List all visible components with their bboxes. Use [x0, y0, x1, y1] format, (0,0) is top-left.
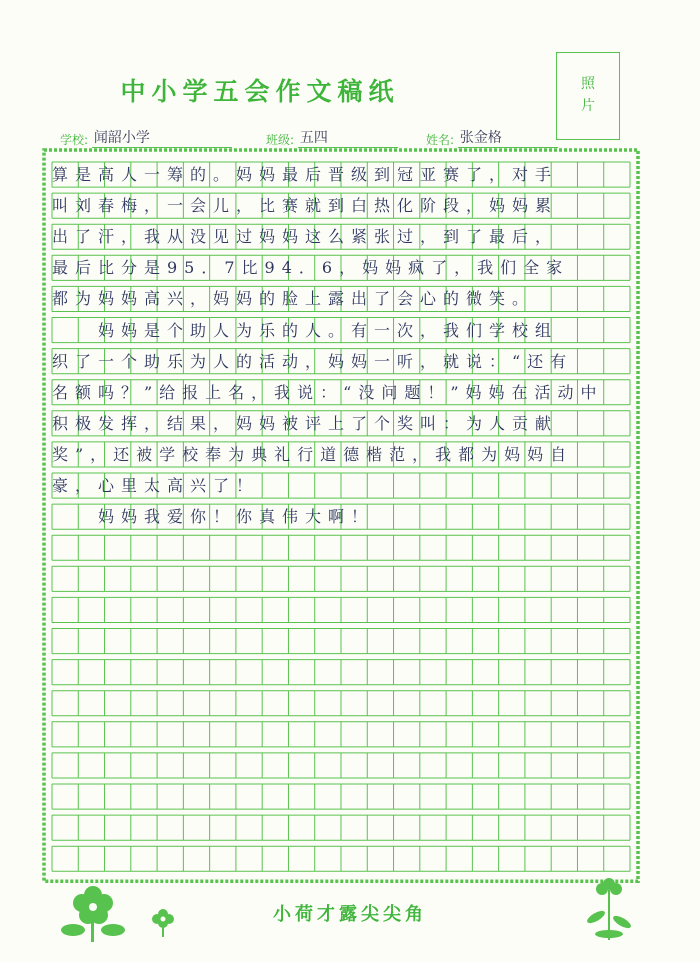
school-label: 学校:	[60, 133, 89, 147]
class-value: 五四	[299, 130, 328, 146]
essay-line: 最后比分是95．7比94．6，妈妈疯了，我们全家	[52, 258, 570, 278]
essay-line: 出了汗，我从没见过妈妈这么紧张过，到了最后，	[52, 227, 559, 247]
essay-line: 妈妈是个助人为乐的人。有一次，我们学校组	[52, 320, 559, 340]
essay-line: 叫刘春梅，一会儿，比赛就到白热化阶段，妈妈累	[52, 196, 559, 216]
name-label: 姓名:	[426, 133, 455, 147]
school-value: 闻韶小学	[93, 130, 150, 146]
name-value: 张金格	[459, 130, 502, 146]
essay-line: 都为妈妈高兴，妈妈的脸上露出了会心的微笑。	[52, 289, 536, 309]
essay-line: 名额吗？”给报上名，我说：“没问题！”妈妈在活动中	[52, 382, 604, 402]
class-label: 班级:	[266, 133, 295, 147]
essay-line: 织了一个助乐为人的活动，妈妈一听，就说：“还有	[52, 351, 574, 371]
footer-slogan: 小荷才露尖尖角	[273, 904, 427, 925]
page-title: 中小学五会作文稿纸	[120, 77, 400, 106]
photo-label-1: 照	[581, 76, 595, 92]
photo-label-2: 片	[581, 98, 595, 114]
essay-line: 妈妈我爱你！你真伟大啊！	[52, 507, 375, 527]
essay-line: 积极发挥，结果，妈妈被评上了个奖叫：为人贡献	[52, 413, 559, 433]
essay-line: 算是高人一筹的。妈妈最后晋级到冠亚赛了，对手	[52, 165, 559, 184]
essay-line: 奖”，还被学校奉为典礼行道德楷范，我都为妈妈自	[52, 444, 574, 464]
essay-line: 豪，心里太高兴了！	[52, 476, 260, 495]
